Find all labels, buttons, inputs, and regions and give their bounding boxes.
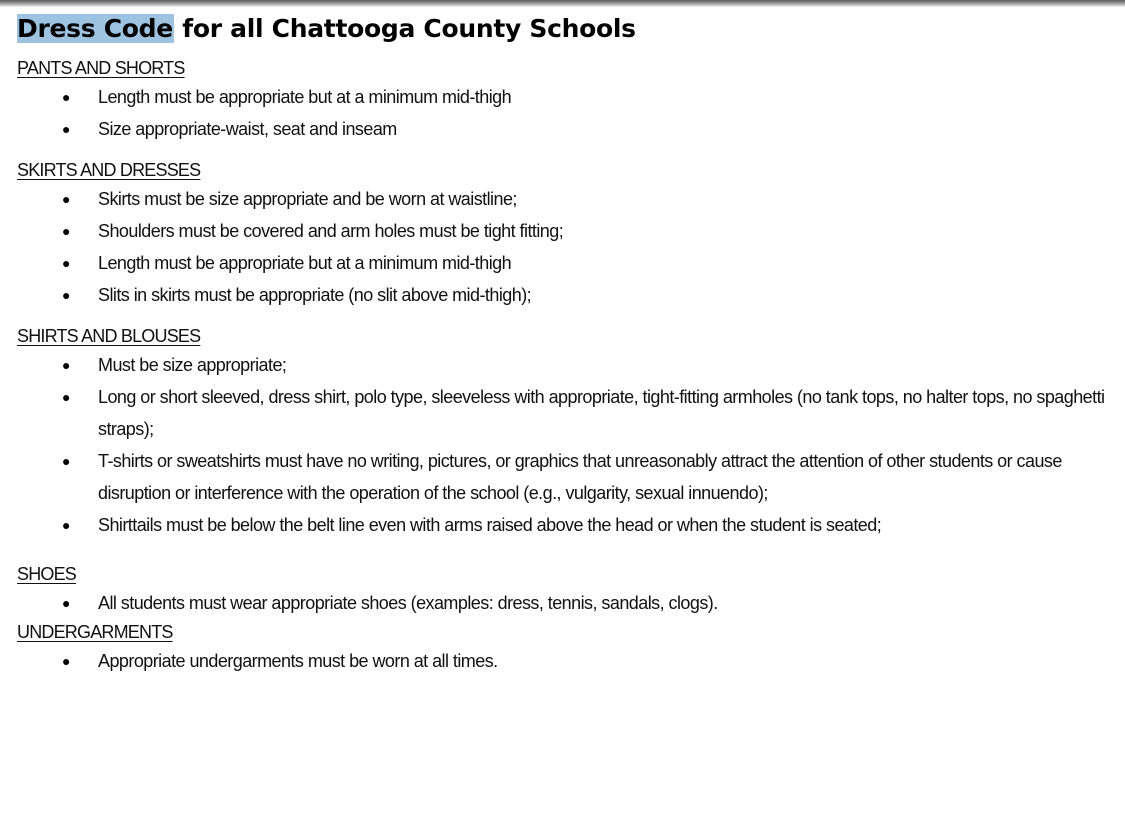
bullet-list [17,81,1107,145]
bullet-icon: ● [62,653,70,669]
list-item [17,279,1107,311]
list-item-text: Appropriate undergarments must be worn at all times. [98,651,498,671]
selected-text[interactable]: Dress Code [17,14,173,43]
document-title [17,12,1107,46]
list-item-text: Shoulders must be covered and arm holes must be tight fitting; [98,221,564,241]
list-item-text: Shirttails must be below the belt line even with arms raised above the head or when the student is seated; [98,515,882,535]
bullet-icon: ● [62,287,70,303]
bullet-icon: ● [62,255,70,271]
window-top-border [0,0,1125,7]
bullet-list [17,349,1107,541]
bullet-icon: ● [62,517,70,533]
title-rest: for all Chattooga County Schools [173,14,636,43]
bullet-icon: ● [62,89,70,105]
bullet-icon: ● [62,223,70,239]
list-item [17,183,1107,215]
list-item [17,247,1107,279]
bullet-list [17,183,1107,311]
list-item-text: T-shirts or sweatshirts must have no writing, pictures, or graphics that unreasonably attract the attention of other students or cause disruption or interference with the operation of the school (e.g., vulgarity, sexual innuendo); [98,451,1062,503]
list-item [17,509,1107,541]
section-heading: UNDERGARMENTS [17,622,173,642]
section-heading: PANTS AND SHORTS [17,58,185,78]
list-item [17,445,1107,509]
section-shoes [17,561,1107,619]
list-item-text: Skirts must be size appropriate and be worn at waistline; [98,189,517,209]
list-item [17,645,1107,677]
list-item [17,215,1107,247]
document-body [17,12,1107,677]
section-heading: SHOES [17,564,77,584]
list-item [17,381,1107,445]
list-item-text: Slits in skirts must be appropriate (no slit above mid-thigh); [98,285,532,305]
bullet-icon: ● [62,357,70,373]
list-item [17,81,1107,113]
bullet-icon: ● [62,191,70,207]
list-item-text: Long or short sleeved, dress shirt, polo type, sleeveless with appropriate, tight-fitting armholes (no tank tops, no halter tops, no spaghetti straps); [98,387,1105,439]
list-item-text: All students must wear appropriate shoes (examples: dress, tennis, sandals, clogs). [98,593,718,613]
section-shirts-and-blouses [17,323,1107,541]
list-item-text: Size appropriate-waist, seat and inseam [98,119,397,139]
list-item-text: Must be size appropriate; [98,355,287,375]
bullet-icon: ● [62,389,70,405]
section-heading: SKIRTS AND DRESSES [17,160,201,180]
section-undergarments [17,619,1107,677]
list-item [17,113,1107,145]
list-item [17,349,1107,381]
bullet-icon: ● [62,453,70,469]
bullet-list [17,645,1107,677]
list-item-text: Length must be appropriate but at a minimum mid-thigh [98,253,512,273]
list-item-text: Length must be appropriate but at a minimum mid-thigh [98,87,512,107]
bullet-icon: ● [62,121,70,137]
section-skirts-and-dresses [17,157,1107,311]
bullet-list [17,587,1107,619]
bullet-icon: ● [62,595,70,611]
list-item [17,587,1107,619]
section-pants-and-shorts [17,55,1107,145]
section-heading: SHIRTS AND BLOUSES [17,326,201,346]
